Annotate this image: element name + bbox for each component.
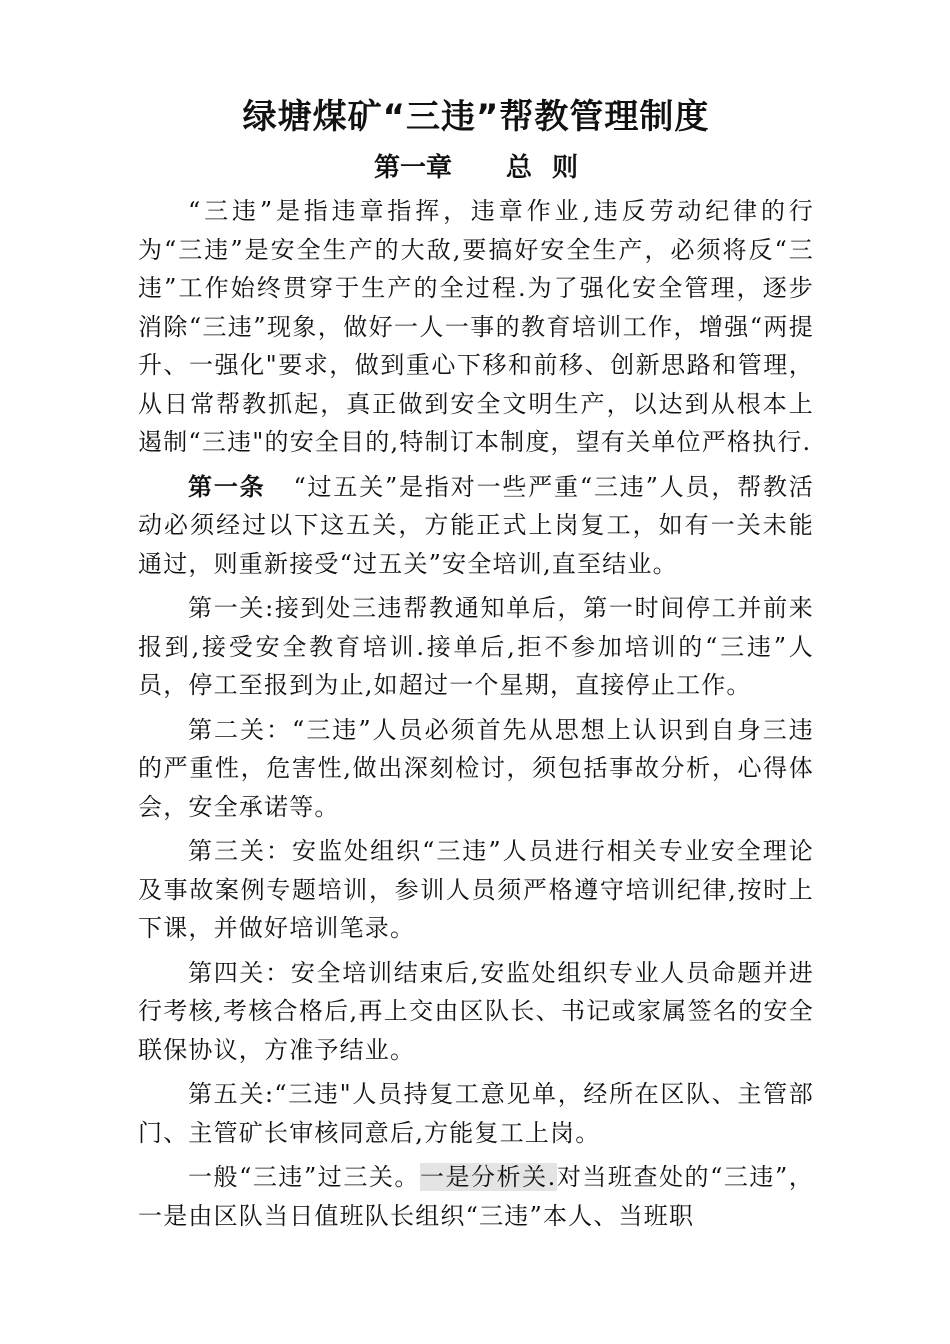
pass-4-paragraph: 第四关：安全培训结束后,安监处组织专业人员命题并进行考核,考核合格后,再上交由区队长、书记或家属签名的安全联保协议，方准予结业。 [138,958,814,1064]
document-page [138,88,814,1241]
article-1-paragraph [138,468,814,584]
chapter-heading [138,146,814,190]
pass-2-paragraph: 第二关：“三违”人员必须首先从思想上认识到自身三违的严重性，危害性,做出深刻检讨，须包括事故分析，心得体会，安全承诺等。 [138,715,814,821]
general-violation-paragraph [138,1158,814,1235]
highlighted-text: 一是分析关. [419,1163,557,1191]
intro-paragraph: “三违”是指违章指挥，违章作业,违反劳动纪律的行为“三违”是安全生产的大敌,要搞好安全生产，必须将反“三违”工作始终贯穿于生产的全过程.为了强化安全管理，逐步消除“三违”现象，做好一人一事的教育培训工作，增强“两提升、一强化"要求，做到重心下移和前移、创新思路和管理，从日常帮教抓起，真正做到安全文明生产，以达到从根本上遏制“三违"的安全目的,特制订本制度，望有关单位严格执行. [138,197,814,456]
pass-1-paragraph: 第一关:接到处三违帮教通知单后，第一时间停工并前来报到,接受安全教育培训.接单后,拒不参加培训的“三违”人员，停工至报到为止,如超过一个星期，直接停止工作。 [138,594,814,699]
article-1-text: “过五关”是指对一些严重“三违”人员，帮教活动必须经过以下这五关，方能正式上岗复工，如有一关未能通过，则重新接受“过五关”安全培训,直至结业。 [138,472,814,578]
document-title: 绿塘煤矿“三违”帮教管理制度 [242,97,710,137]
chapter-name-part-1: 总 [505,153,532,183]
chapter-name-part-2: 则 [552,153,579,183]
general-lead-text: 一般“三违”过三关。 [188,1163,420,1191]
pass-3-paragraph: 第三关：安监处组织“三违”人员进行相关专业安全理论及事故案例专题培训，参训人员须严格遵守培训纪律,按时上下课，并做好培训笔录。 [138,837,814,942]
chapter-number: 第一章 [373,153,452,183]
general-rest-text: 对当班查处的“三违”，一是由区队当日值班队长组织“三违”本人、当班职 [138,1163,814,1230]
article-1-label: 第一条 [188,472,266,501]
pass-5-paragraph: 第五关:“三违"人员持复工意见单，经所在区队、主管部门、主管矿长审核同意后,方能复工上岗。 [138,1080,814,1147]
